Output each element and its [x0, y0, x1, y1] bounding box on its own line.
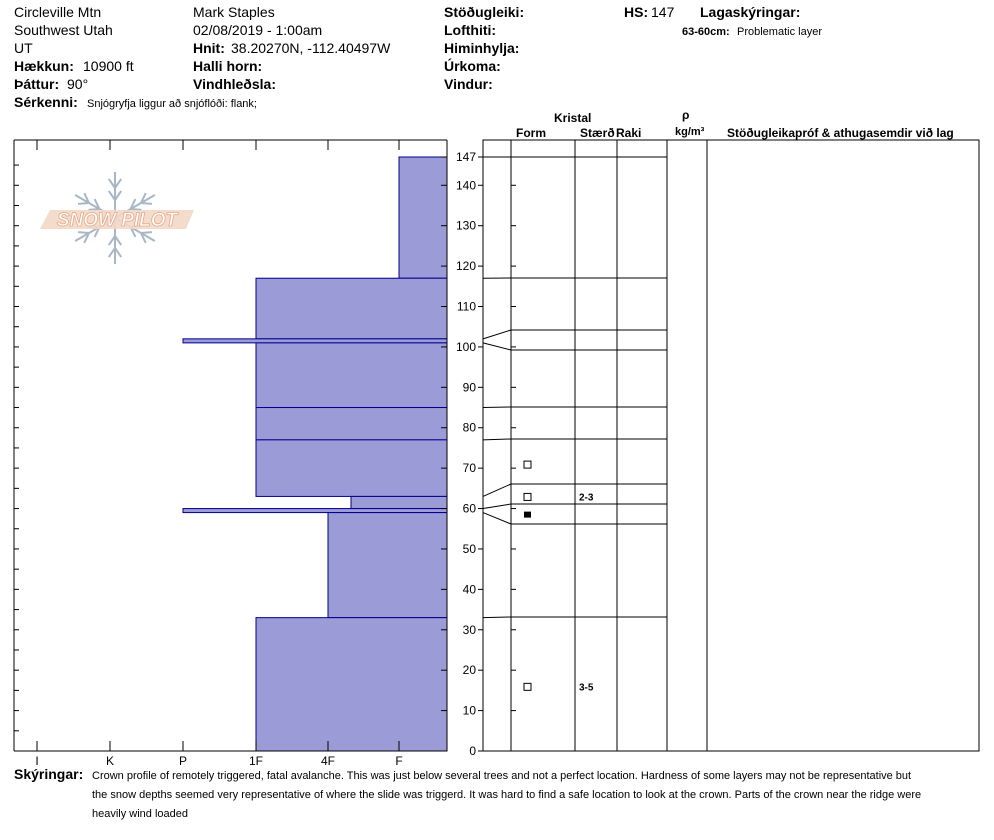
hardness-bar — [256, 343, 447, 408]
depth-connector — [483, 484, 511, 496]
wind-loading-label: Vindhleðsla: — [193, 76, 276, 92]
hardness-bar — [256, 278, 447, 339]
coords-value: 38.20270N, -112.40497W — [231, 40, 391, 56]
depth-connector — [483, 330, 511, 339]
logo-text: SNOW PILOT — [56, 210, 178, 231]
depth-tick-label: 80 — [462, 420, 476, 435]
depth-tick-label: 0 — [469, 744, 476, 758]
depth-connector — [483, 513, 511, 524]
depth-tick-label: 70 — [462, 461, 476, 476]
hardness-tick-label: F — [395, 754, 403, 768]
stability-tests-header: Stöðugleikapróf & athugasemdir við lag — [727, 126, 954, 140]
hardness-tick-label: K — [105, 754, 115, 768]
faceted-crystal-icon — [524, 512, 531, 518]
depth-tick-label: 120 — [455, 259, 476, 274]
depth-tick-label: 90 — [462, 380, 476, 395]
faceted-rounded-crystal-icon — [524, 493, 531, 500]
size-header: Stærð — [580, 126, 615, 140]
wind-label: Vindur: — [444, 76, 493, 92]
observation-datetime: 02/08/2019 - 1:00am — [193, 22, 323, 38]
hs-label: HS: — [624, 4, 649, 20]
crystal-size-label: 2-3 — [579, 492, 594, 504]
location-name: Circleville Mtn — [14, 4, 102, 20]
hardness-bar — [351, 496, 447, 508]
depth-connector — [483, 407, 511, 408]
features-value: Snjógryfja liggur að snjóflóði: flank; — [87, 98, 257, 110]
sky-cover-label: Himinhylja: — [444, 40, 520, 56]
depth-connector — [483, 343, 511, 350]
depth-tick-label: 130 — [455, 218, 476, 233]
hardness-tick-label: I — [35, 754, 39, 768]
faceted-rounded-crystal-icon — [524, 683, 531, 690]
hardness-bar — [328, 513, 447, 618]
features-label: Sérkenni: — [14, 94, 78, 110]
hardness-bar — [256, 408, 447, 440]
crystal-size-label: 3-5 — [579, 682, 594, 694]
region-name: Southwest Utah — [14, 22, 113, 38]
depth-tick-label: 50 — [462, 541, 476, 556]
density-symbol: ρ — [682, 108, 690, 122]
state-name: UT — [14, 40, 33, 56]
comments-label: Skýringar: — [14, 766, 84, 782]
aspect-label: Þáttur: — [14, 76, 60, 92]
snowflake-branch — [78, 203, 89, 204]
snowflake-branch — [141, 203, 152, 204]
comments-line-1: Crown profile of remotely triggered, fatal avalanche. This was just below several trees and not a perfect location. Hardness of some layers may not be representative but — [92, 770, 912, 782]
hardness-tick-label: 4F — [320, 754, 336, 768]
depth-connector — [483, 504, 511, 509]
layer-notes-label: Lagaskýringar: — [700, 4, 801, 20]
observer-name: Mark Staples — [193, 4, 275, 20]
snowflake-branch — [141, 232, 152, 233]
depth-tick-label: 60 — [462, 501, 476, 516]
aspect-value: 90° — [67, 76, 89, 92]
depth-connector — [483, 439, 511, 440]
comments-line-2: the snow depths seemed very representative of where the slide was triggerd. It was hard to find a safe location to look at the crown. Parts of the crown near the ridge were — [92, 789, 922, 801]
stability-label: Stöðugleiki: — [444, 4, 525, 20]
precip-label: Úrkoma: — [444, 58, 501, 74]
hardness-tick-label: P — [178, 754, 188, 768]
depth-tick-label: 20 — [462, 663, 476, 678]
hardness-bar — [183, 339, 447, 343]
coords-label: Hnit: — [193, 40, 225, 56]
hardness-bar — [256, 440, 447, 497]
moisture-header: Raki — [616, 126, 642, 140]
faceted-rounded-crystal-icon — [524, 461, 531, 468]
snowflake-branch — [78, 232, 89, 233]
hardness-bar — [399, 157, 447, 278]
air-temp-label: Lofthiti: — [444, 22, 497, 38]
hardness-tick-label: 1F — [248, 754, 264, 768]
crystal-header: Kristal — [554, 111, 592, 125]
hs-value: 147 — [651, 4, 675, 20]
layer-table-border — [483, 140, 979, 751]
density-unit-header: kg/m³ — [675, 126, 705, 138]
depth-connector — [483, 617, 511, 618]
depth-tick-label: 40 — [462, 582, 476, 597]
depth-tick-label: 140 — [455, 178, 476, 193]
hardness-bar — [256, 618, 447, 751]
slope-angle-label: Halli horn: — [193, 58, 263, 74]
layer-note-text: Problematic layer — [737, 26, 822, 38]
snowpilot-logo — [40, 172, 194, 264]
depth-tick-label: 110 — [456, 299, 476, 314]
comments-line-3: heavily wind loaded — [92, 808, 189, 820]
depth-tick-label: 10 — [462, 703, 476, 718]
depth-tick-label: 30 — [462, 622, 476, 637]
depth-tick-label: 100 — [455, 339, 476, 354]
form-header: Form — [516, 126, 546, 140]
elevation-label: Hækkun: — [14, 58, 74, 74]
depth-tick-label: 147 — [455, 150, 476, 164]
elevation-value: 10900 ft — [83, 58, 134, 74]
layer-note-range: 63-60cm: — [682, 26, 730, 38]
hardness-bar — [183, 509, 447, 513]
